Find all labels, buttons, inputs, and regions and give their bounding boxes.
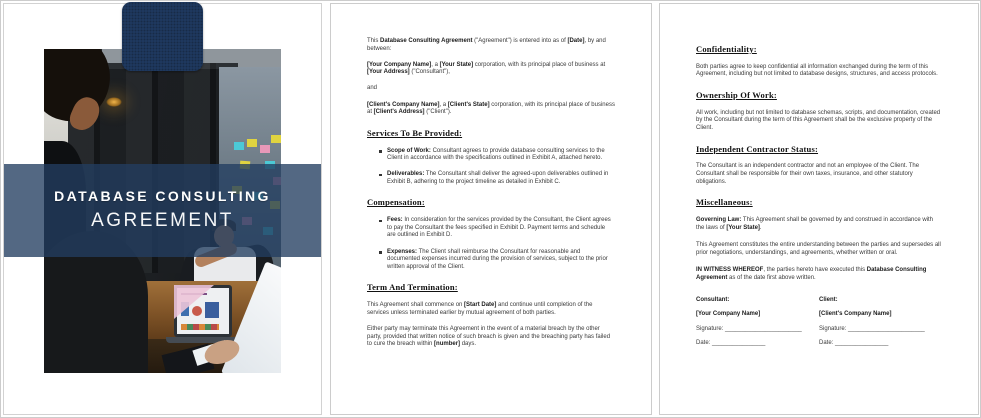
services-list bbox=[367, 148, 615, 187]
agreement-page-1 bbox=[330, 3, 652, 415]
cover-page bbox=[3, 3, 322, 415]
consultant-signature-line: Signature: _______________________ bbox=[696, 325, 802, 332]
client-paragraph: [Client's Company Name], a [Client's State] corporation, with its principal place of business at [Client's Address] ("Client"). bbox=[367, 101, 615, 116]
term-paragraph: This Agreement shall commence on [Start Date] and continue until completion of the services unless terminated earlier by mutual agreement of both parties. bbox=[367, 302, 593, 316]
title-banner bbox=[4, 164, 321, 257]
page-3-body bbox=[660, 4, 978, 355]
and-paragraph: and bbox=[367, 85, 378, 92]
consultant-paragraph: [Your Company Name], a [Your State] corporation, with its principal place of business at [Your Address] ("Consultant"), bbox=[367, 61, 606, 76]
agreement-page-2 bbox=[659, 3, 979, 415]
governing-law-paragraph: Governing Law: This Agreement shall be governed by and construed in accordance with the laws of [Your State]. bbox=[696, 217, 934, 231]
section-heading-term: Term And Termination: bbox=[367, 282, 458, 293]
ownership-paragraph: All work, including but not limited to database schemas, scripts, and documentation, created by the Consultant during the term of this Agreement shall be the exclusive property of the Client. bbox=[696, 109, 941, 131]
client-label: Client: bbox=[819, 296, 838, 303]
termination-paragraph: Either party may terminate this Agreement in the event of a material breach by the other party, provided that written notice of such breach is given and the breaching party has failed to cure the breach within [number] days. bbox=[367, 325, 611, 348]
section-heading-compensation: Compensation: bbox=[367, 197, 425, 208]
consultant-signature-column bbox=[696, 297, 819, 355]
consultant-name: [Your Company Name] bbox=[696, 311, 761, 318]
consultant-label: Consultant: bbox=[696, 296, 730, 303]
client-name: [Client's Company Name] bbox=[819, 311, 892, 318]
photo-lamp bbox=[106, 97, 122, 107]
list-item: Scope of Work: Consultant agrees to provide database consulting services to the Client in accordance with the specifications outlined in Exhibit A, attached hereto. bbox=[377, 148, 615, 163]
bookmark-tab bbox=[122, 2, 203, 71]
photo-laptop bbox=[174, 285, 232, 337]
witness-paragraph: IN WITNESS WHEREOF, the parties hereto have executed this Database Consulting Agreement as of the date first above written. bbox=[696, 267, 927, 282]
signature-block bbox=[696, 297, 942, 355]
client-signature-column bbox=[819, 297, 942, 355]
section-heading-contractor: Independent Contractor Status: bbox=[696, 143, 819, 154]
list-item: Deliverables: The Consultant shall deliver the agreed-upon deliverables outlined in Exhibit B, adhering to the project timeline as detailed in Exhibit C. bbox=[377, 171, 615, 186]
confidentiality-paragraph: Both parties agree to keep confidential all information exchanged during the term of this Agreement, including but not limited to database designs, structures, and access protocols. bbox=[696, 63, 938, 78]
intro-paragraph: This Database Consulting Agreement ("Agreement") is entered into as of [Date], by and between: bbox=[367, 38, 606, 52]
section-heading-miscellaneous: Miscellaneous: bbox=[696, 197, 753, 208]
list-item: Fees: In consideration for the services provided by the Consultant, the Client agrees to pay the Consultant the fees specified in Exhibit D. Payment terms and schedule are outlined in Exhibit D. bbox=[377, 217, 615, 240]
page-2-body bbox=[331, 4, 651, 349]
section-heading-ownership: Ownership Of Work: bbox=[696, 90, 777, 100]
section-heading-services: Services To Be Provided: bbox=[367, 127, 463, 138]
document-subtitle: AGREEMENT bbox=[91, 209, 234, 231]
compensation-list bbox=[367, 217, 615, 271]
contractor-paragraph: The Consultant is an independent contractor and not an employee of the Client. The Consultant shall be responsible for their own taxes, insurance, and other statutory obligations. bbox=[696, 163, 920, 185]
entire-understanding-paragraph: This Agreement constitutes the entire understanding between the parties and supersedes all prior negotiations, understandings, and agreements, whether written or oral. bbox=[696, 242, 941, 256]
consultant-date-line: Date: ________________ bbox=[696, 340, 766, 347]
list-item: Expenses: The Client shall reimburse the Consultant for reasonable and documented expenses incurred during the provision of services, subject to the prior written approval of the Client. bbox=[377, 249, 615, 272]
document-title: DATABASE CONSULTING bbox=[54, 188, 271, 205]
section-heading-confidentiality: Confidentiality: bbox=[696, 44, 757, 54]
client-signature-line: Signature: _______________________ bbox=[819, 325, 925, 332]
client-date-line: Date: ________________ bbox=[819, 340, 889, 347]
